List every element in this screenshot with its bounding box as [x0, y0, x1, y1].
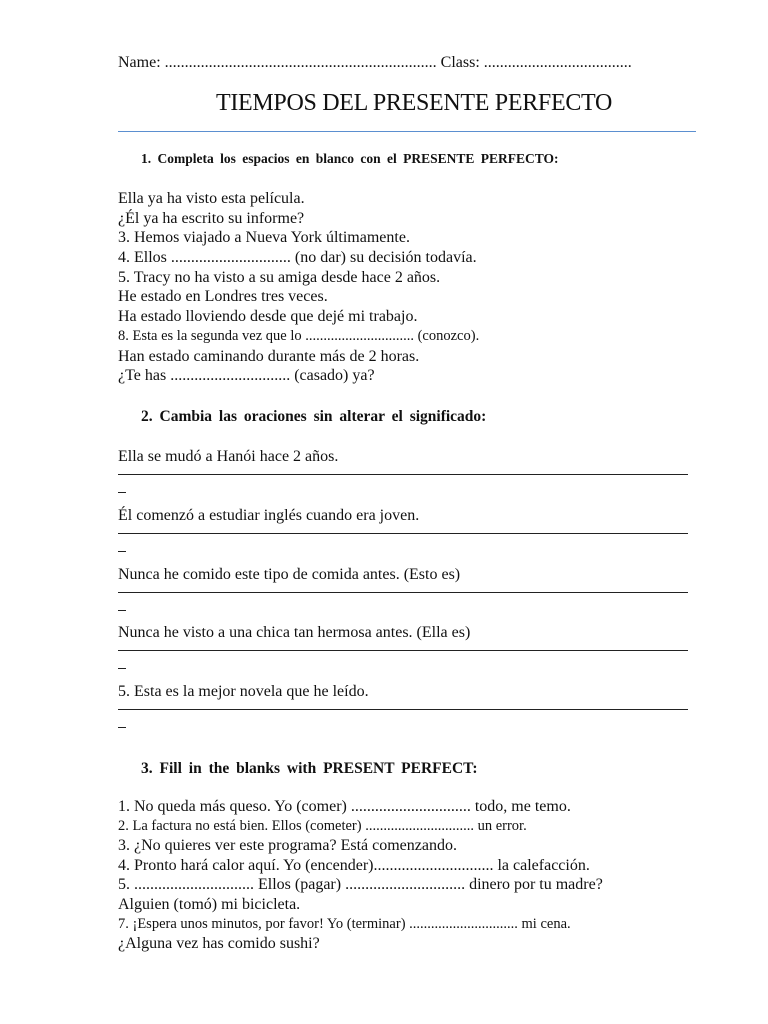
rewrite-sentence: Nunca he comido este tipo de comida antes. (Esto es) — [118, 566, 461, 583]
exercise-3-item: Alguien (tomó) mi bicicleta. — [118, 895, 301, 913]
answer-line[interactable] — [118, 650, 688, 651]
exercise-1-item[interactable]: 8. Esta es la segunda vez que lo .............................. (conozco). — [118, 327, 480, 344]
answer-line-tail — [118, 492, 126, 493]
exercise-1-item[interactable]: 4. Ellos .............................. (no dar) su decisión todavía. — [118, 249, 477, 267]
exercise-1-item: Ella ya ha visto esta película. — [118, 190, 305, 207]
answer-line-tail — [118, 551, 126, 552]
answer-line[interactable] — [118, 474, 688, 475]
exercise-3-item[interactable]: 5. .............................. Ellos (pagar) .............................. dinero por tu madre? — [118, 876, 603, 894]
exercise-1-item: 5. Tracy no ha visto a su amiga desde hace 2 años. — [118, 268, 441, 286]
rewrite-item — [118, 506, 698, 552]
answer-line-tail — [118, 727, 126, 728]
rewrite-item — [118, 682, 698, 728]
section-3-heading: 3. Fill in the blanks with PRESENT PERFECT: — [141, 760, 478, 777]
section-1-list — [118, 189, 718, 386]
rewrite-sentence: Nunca he visto a una chica tan hermosa antes. (Ella es) — [118, 624, 471, 641]
rewrite-item — [118, 623, 698, 669]
title-divider — [118, 131, 696, 132]
exercise-3-item[interactable]: 1. No queda más queso. Yo (comer) .............................. todo, me temo. — [118, 798, 571, 815]
exercise-3-item[interactable]: 7. ¡Espera unos minutos, por favor! Yo (terminar) .............................. mi cena. — [118, 915, 571, 932]
exercise-3-item: 3. ¿No quieres ver este programa? Está comenzando. — [118, 837, 457, 855]
class-field[interactable]: ..................................... — [483, 54, 632, 71]
class-label: Class: — [440, 54, 480, 71]
name-label: Name: — [118, 54, 161, 71]
rewrite-sentence: Ella se mudó a Hanói hace 2 años. — [118, 448, 339, 465]
rewrite-sentence: 5. Esta es la mejor novela que he leído. — [118, 683, 369, 700]
exercise-3-item[interactable]: 2. La factura no está bien. Ellos (cometer) .............................. un error. — [118, 817, 527, 834]
name-class-line — [118, 54, 632, 72]
exercise-1-item: Han estado caminando durante más de 2 horas. — [118, 347, 420, 365]
section-3-list — [118, 797, 718, 954]
answer-line[interactable] — [118, 709, 688, 710]
answer-line[interactable] — [118, 533, 688, 534]
answer-line[interactable] — [118, 592, 688, 593]
exercise-1-item: 3. Hemos viajado a Nueva York últimamente. — [118, 229, 410, 247]
exercise-1-item[interactable]: ¿Te has .............................. (casado) ya? — [118, 367, 375, 385]
exercise-1-item: Ha estado lloviendo desde que dejé mi trabajo. — [118, 308, 418, 326]
exercise-3-item: ¿Alguna vez has comido sushi? — [118, 935, 320, 953]
answer-line-tail — [118, 610, 126, 611]
section-2-heading: 2. Cambia las oraciones sin alterar el significado: — [141, 408, 487, 425]
exercise-1-item: He estado en Londres tres veces. — [118, 288, 328, 306]
answer-line-tail — [118, 668, 126, 669]
section-1-heading: 1. Completa los espacios en blanco con el PRESENTE PERFECTO: — [141, 151, 559, 166]
rewrite-sentence: Él comenzó a estudiar inglés cuando era joven. — [118, 507, 420, 524]
rewrite-item — [118, 447, 698, 493]
name-field[interactable]: .................................................................... — [164, 54, 437, 71]
page-title: TIEMPOS DEL PRESENTE PERFECTO — [215, 90, 612, 116]
exercise-3-item[interactable]: 4. Pronto hará calor aquí. Yo (encender).............................. la calefacción. — [118, 856, 590, 874]
rewrite-item — [118, 565, 698, 611]
exercise-1-item: ¿Él ya ha escrito su informe? — [118, 209, 305, 227]
